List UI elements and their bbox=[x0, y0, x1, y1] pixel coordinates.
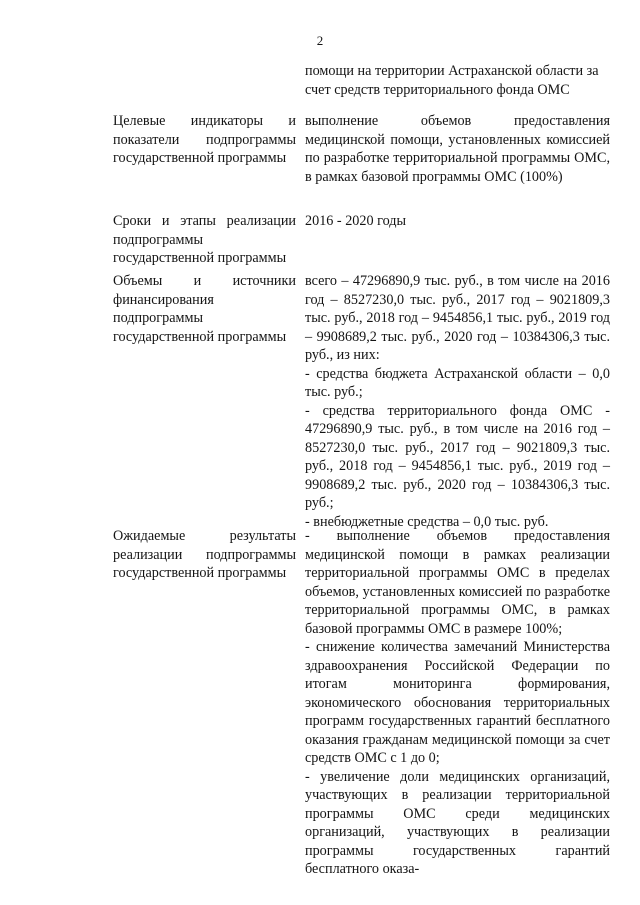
value-paragraph: всего – 47296890,9 тыс. руб., в том числе на 2016 год – 8527230,0 тыс. руб., 2017 год – 9021809,3 тыс. руб., 2018 год – 9454856,1 тыс. руб., 2019 год – 9908689,2 тыс. руб., 2020 год – 10384306,3 тыс. руб., из них: bbox=[305, 273, 610, 363]
row-value bbox=[305, 527, 610, 879]
value-paragraph: - выполнение объемов предоставления медицинской помощи в рамках реализации территориальной программы ОМС в пределах объемов, установленных комиссией по разработке территориальной программы ОМС, в рамках базовой программы ОМС в размере 100%; bbox=[305, 528, 610, 637]
row-value bbox=[305, 212, 610, 231]
value-paragraph: - увеличение доли медицинских организаций, участвующих в реализации территориальной программы ОМС среди медицинских организаций, участвующих в реализации программы государственных гарантий бесплатного оказа- bbox=[305, 768, 610, 877]
value-paragraph: - средства территориального фонда ОМС - 47296890,9 тыс. руб., в том числе на 2016 год – 8527230,0 тыс. руб., 2017 год – 9021809,3 тыс. руб., 2018 год – 9454856,1 тыс. руб., 2019 год – 9908689,2 тыс. руб., 2020 год – 10384306,3 тыс. руб.; bbox=[305, 402, 610, 511]
value-paragraph: - внебюджетные средства – 0,0 тыс. руб. bbox=[305, 513, 549, 530]
page-number: 2 bbox=[316, 33, 324, 48]
row-label: Целевые индикаторы и показатели подпрограммы государственной программы bbox=[113, 113, 296, 166]
row-value bbox=[305, 272, 610, 531]
value-paragraph: - снижение количества замечаний Министерства здравоохранения Российской Федерации по итогам мониторинга формирования, экономического обоснования территориальных программ государственных гарантий бесплатного оказания гражданам медицинской помощи за счет средств ОМС с 1 до 0; bbox=[305, 639, 610, 766]
row-label: Сроки и этапы реализации подпрограммы государственной программы bbox=[113, 213, 296, 266]
value-paragraph: выполнение объемов предоставления медицинской помощи, установленных комиссией по разработке территориальной программы ОМС, в рамках базовой программы ОМС (100%) bbox=[305, 113, 610, 185]
row-label: Ожидаемые результаты реализации подпрограммы государственной программы bbox=[113, 528, 296, 581]
value-paragraph: 2016 - 2020 годы bbox=[305, 213, 407, 229]
row-label: Объемы и источники финансирования подпрограммы государственной программы bbox=[113, 273, 296, 345]
row-value bbox=[305, 112, 610, 186]
continuation-text: помощи на территории Астраханской области за счет средств территориального фонда ОМС bbox=[305, 63, 599, 98]
value-paragraph: - средства бюджета Астраханской области – 0,0 тыс. руб.; bbox=[305, 365, 610, 400]
